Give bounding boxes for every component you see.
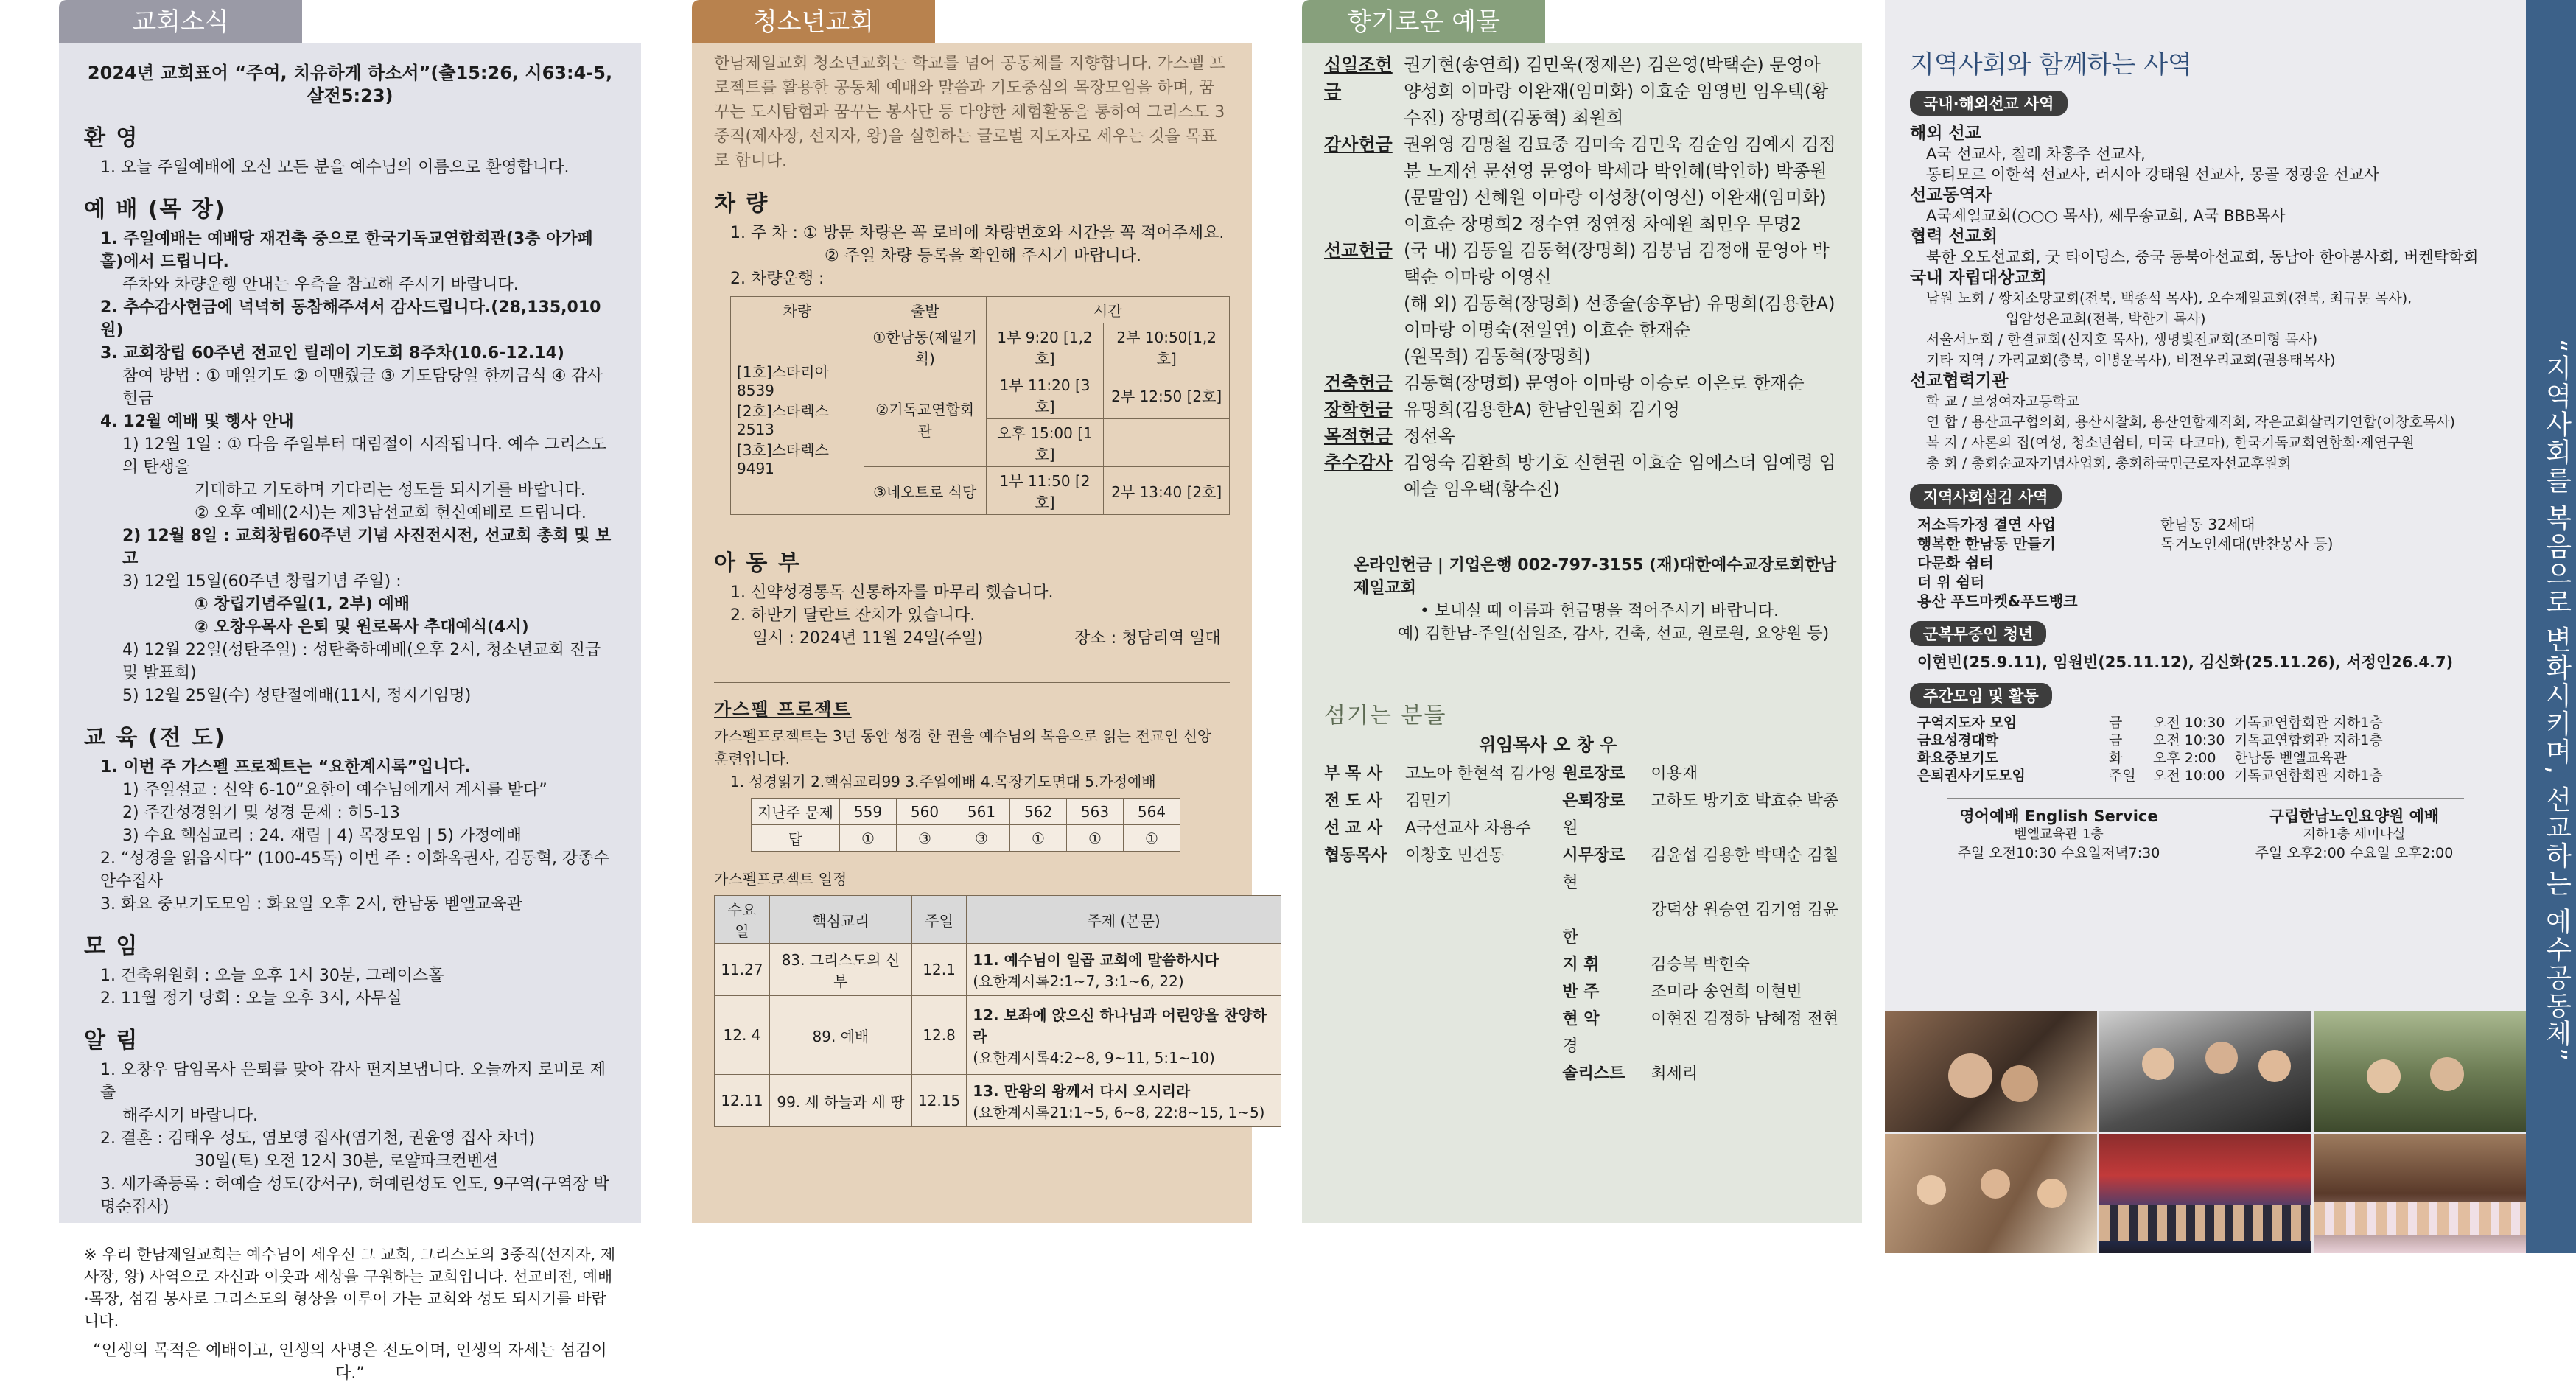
welcome-line: 1. 오늘 주일예배에 오신 모든 분을 예수님의 이름으로 환영합니다. bbox=[100, 158, 570, 177]
table-row bbox=[715, 996, 1281, 1075]
schedule-ref: (요한계시록21:1~5, 6~8, 22:8~15, 1~5) bbox=[973, 1104, 1265, 1121]
gospel-project-heading: 가스펠 프로젝트 bbox=[714, 699, 852, 720]
gospel-schedule-table bbox=[714, 895, 1281, 1127]
mission-line: 동티모르 이한석 선교사, 러시아 강태원 선교사, 몽골 정광윤 선교사 bbox=[1926, 166, 2379, 183]
local-item-detail bbox=[2160, 592, 2501, 611]
children-line: 1. 신약성경통독 신통하자를 마무리 했습니다. bbox=[730, 583, 1054, 602]
church-photo bbox=[2314, 1011, 2526, 1132]
server-name: 조미라 송연희 이현빈 bbox=[1651, 983, 1802, 1001]
mission-line: 연 합 / 용산교구협의회, 용산시찰회, 용산연합제직회, 작은교회살리기연합(이창호목사) bbox=[1926, 414, 2455, 430]
weekly-place: 기독교연합회관 지하1층 bbox=[2234, 715, 2383, 731]
server-name: 김승복 박현숙 bbox=[1651, 956, 1750, 974]
worship-heading: 예 배 (목 장) bbox=[84, 197, 226, 222]
church-photo bbox=[2099, 1134, 2311, 1254]
church-vision-note: ※ 우리 한남제일교회는 예수님이 세우신 그 교회, 그리스도의 3중직(선지자, 제사장, 왕) 사역으로 자신과 이웃과 세상을 구원하는 교회입니다. 선교비전, 예배·목장, 섬김 봉사로 그리스도의 형상을 이루어 가는 교회와 성도 되시기를 바랍니다. bbox=[84, 1246, 616, 1330]
nursing-home-service-location: 지하1층 세미나실 bbox=[2303, 827, 2406, 842]
church-photo bbox=[2314, 1134, 2526, 1254]
server-name: 이현진 김정하 남혜정 전현경 bbox=[1562, 1010, 1839, 1056]
youth-intro: 한남제일교회 청소년교회는 학교를 넘어 공동체를 지향합니다. 가스펠 프로젝트를 활용한 공동체 예배와 말씀과 기도중심의 목장모임을 하며, 꿈꾸는 도시탐험과 꿈꾸는 봉사단 등 다양한 체험활동을 통하여 그리스도 3중직(제사장, 선지자, 왕)을 실현하는 글로벌 지도자로 세우는 것을 목표로 합니다. bbox=[714, 55, 1225, 170]
mission-head: 해외 선교 bbox=[1910, 124, 1981, 143]
worship-line: ② 오후 예배(2시)는 제3남선교회 헌신예배로 드립니다. bbox=[195, 504, 587, 522]
worship-line: 1) 12월 1일 : ① 다음 주일부터 대림절이 시작됩니다. 예수 그리스도의 탄생을 bbox=[122, 435, 607, 477]
roster-label: 감사헌금 bbox=[1324, 134, 1393, 155]
schedule-ref: (요한계시록4:2~8, 9~11, 5:1~10) bbox=[973, 1048, 1215, 1067]
table-header: 출발 bbox=[864, 297, 986, 323]
server-row bbox=[1562, 760, 1840, 788]
mission-line: 입암성은교회(전북, 박한기 목사) bbox=[2006, 311, 2206, 327]
church-photo bbox=[2099, 1011, 2311, 1132]
senior-pastor: 위임목사 오 창 우 bbox=[1479, 734, 1722, 757]
server-role: 시무장로 bbox=[1562, 846, 1625, 865]
weekly-day: 금 bbox=[2109, 732, 2123, 748]
table-header: 주일 bbox=[911, 896, 966, 944]
weekly-item: 금요성경대학 bbox=[1917, 732, 1999, 748]
weekly-place: 한남동 벧엘교육관 bbox=[2234, 750, 2347, 766]
table-cell: 89. 예배 bbox=[769, 996, 911, 1075]
car-schedule-table bbox=[730, 296, 1230, 515]
photo-collage bbox=[1885, 1011, 2526, 1253]
weekly-pill: 주간모임 및 활동 bbox=[1910, 683, 2052, 708]
server-name: 최세리 bbox=[1651, 1065, 1698, 1083]
gospel-project-steps: 1. 성경읽기 2.핵심교리99 3.주일예배 4.목장기도면대 5.가정예배 bbox=[730, 773, 1156, 790]
offering-roster bbox=[1324, 52, 1840, 502]
weekly-day: 화 bbox=[2109, 750, 2123, 766]
soldier-list: 이현빈(25.9.11), 임원빈(25.11.12), 김신화(25.11.26), 서정인26.4.7) bbox=[1917, 653, 2454, 671]
server-name: 고노아 한현석 김가영 bbox=[1405, 765, 1557, 783]
table-cell bbox=[967, 1075, 1281, 1127]
worship-line: 4) 12월 22일(성탄주일) : 성탄축하예배(오후 2시, 청소년교회 진급 및 발표회) bbox=[122, 641, 601, 682]
server-row bbox=[1324, 788, 1562, 815]
local-item: 행복한 한남동 만들기 bbox=[1917, 535, 2056, 553]
roster-names: 유명희(김용한A) 한남인원회 김기영 bbox=[1404, 399, 1680, 420]
weekly-time: 오전 10:30 bbox=[2153, 715, 2225, 731]
table-cell: ① bbox=[1066, 825, 1123, 852]
local-item: 용산 푸드마켓&푸드뱅크 bbox=[1917, 592, 2078, 610]
gospel-project-intro: 가스펠프로젝트는 3년 동안 성경 한 권을 예수님의 복음으로 읽는 전교인 신앙 훈련입니다. bbox=[714, 727, 1212, 768]
mission-head: 선교협력기관 bbox=[1910, 371, 2009, 390]
server-role: 원로장로 bbox=[1562, 765, 1625, 783]
server-name: 이용재 bbox=[1651, 765, 1698, 783]
worship-line: 5) 12월 25일(수) 성탄절예배(11시, 정지기임명) bbox=[122, 687, 472, 705]
weekly-day: 금 bbox=[2109, 715, 2123, 731]
table-header: 핵심교리 bbox=[769, 896, 911, 944]
mission-line: 남원 노회 / 쌍치소망교회(전북, 백종석 목사), 오수제일교회(전북, 최규문 목사), bbox=[1926, 290, 2412, 306]
table-cell: ① bbox=[839, 825, 896, 852]
server-row bbox=[1562, 842, 1840, 897]
server-name: 이창호 민건동 bbox=[1405, 846, 1505, 865]
children-line: 2. 하반기 달란트 잔치가 있습니다. bbox=[730, 606, 976, 625]
table-cell: 561 bbox=[953, 799, 1009, 825]
education-heading: 교 육 (전 도) bbox=[84, 725, 226, 751]
online-offering-example: 예) 김한남-주일(십일조, 감사, 건축, 선교, 원로원, 요양원 등) bbox=[1398, 625, 1830, 643]
roster-label: 선교헌금 bbox=[1324, 240, 1393, 261]
worship-line: ② 오창우목사 은퇴 및 원로목사 추대예식(4시) bbox=[195, 618, 529, 637]
education-line: 2. “성경을 읽읍시다” (100-45독) 이번 주 : 이화옥권사, 김동혁, 강종수안수집사 bbox=[100, 849, 609, 891]
welcome-heading: 환 영 bbox=[84, 125, 139, 151]
table-cell: 오후 15:00 [1호] bbox=[986, 419, 1104, 467]
meeting-heading: 모 임 bbox=[84, 933, 139, 959]
weekly-day: 주일 bbox=[2109, 768, 2136, 784]
roster-names: 권위영 김명철 김묘중 김미숙 김민욱 김순임 김예지 김점분 노재선 문선영 문영아 박세라 박인혜(박인하) 박종원(문말임) 선혜원 이마랑 이성창(이영신) 이완재(임미화) 이효순 장명희2 정수연 정연정 차예원 최민우 무명2 bbox=[1404, 134, 1836, 234]
worship-line: 3. 교회창립 60주년 전교인 릴레이 기도회 8주차(10.6-12.14) bbox=[100, 344, 564, 362]
mission-pill: 국내·해외선교 사역 bbox=[1910, 91, 2068, 116]
table-header: 주제 (본문) bbox=[967, 896, 1281, 944]
vision-statement: “지역사회를 복음으로 변화시키며, 선교하는 예수공동체” bbox=[2541, 339, 2572, 1063]
education-line: 1) 주일설교 : 신약 6-10“요한이 예수님에게서 계시를 받다” bbox=[122, 781, 547, 799]
roster-label: 목적헌금 bbox=[1324, 426, 1393, 446]
worship-line: 4. 12월 예배 및 행사 안내 bbox=[100, 413, 294, 431]
table-cell: ① bbox=[1123, 825, 1180, 852]
server-role: 현 악 bbox=[1562, 1010, 1600, 1028]
roster-label bbox=[1324, 290, 1404, 343]
server-row bbox=[1562, 1060, 1840, 1087]
table-header: 차량 bbox=[731, 297, 864, 323]
notice-heading: 알 림 bbox=[84, 1028, 139, 1053]
table-cell: 12.15 bbox=[911, 1075, 966, 1127]
meeting-line: 2. 11월 정기 당회 : 오늘 오후 3시, 사무실 bbox=[100, 989, 402, 1008]
mission-head: 선교동역자 bbox=[1910, 186, 1992, 205]
roster-names: 권기현(송연희) 김민욱(정재은) 김은영(박택순) 문영아 양성희 이마랑 이완재(임미화) 이효순 임영빈 임우택(황수진) 장명희(김동혁) 최원희 bbox=[1404, 55, 1829, 128]
roster-label: 건축헌금 bbox=[1324, 373, 1393, 393]
children-event-place: 장소 : 청담리역 일대 bbox=[1074, 629, 1221, 648]
table-cell: ③네오트로 식당 bbox=[864, 467, 986, 515]
divider bbox=[714, 682, 1230, 683]
education-line: 3. 화요 중보기도모임 : 화요일 오후 2시, 한남동 벧엘교육관 bbox=[100, 895, 522, 914]
meeting-line: 1. 건축위원회 : 오늘 오후 1시 30분, 그레이스홀 bbox=[100, 967, 444, 985]
table-cell: 12.1 bbox=[911, 944, 966, 996]
table-cell: 1부 11:20 [3호] bbox=[986, 371, 1104, 419]
weekly-meeting-list bbox=[1910, 714, 2501, 785]
table-cell: ① bbox=[1009, 825, 1066, 852]
nursing-home-service-time: 주일 오후2:00 수요일 오후2:00 bbox=[2255, 845, 2454, 861]
quiz-table bbox=[751, 798, 1180, 852]
roster-names: 김동혁(장명희) 문영아 이마랑 이승로 이은로 한재순 bbox=[1404, 373, 1805, 393]
community-ministry-panel bbox=[1885, 0, 2526, 1253]
server-row bbox=[1324, 842, 1562, 869]
roster-row bbox=[1324, 290, 1840, 343]
local-pill: 지역사회섬김 사역 bbox=[1910, 484, 2062, 509]
car-line: 1. 주 차 : ① 방문 차량은 꼭 로비에 차량번호와 시간을 꼭 적어주세요. bbox=[730, 224, 1225, 242]
car-line: 2. 차량운행 : bbox=[730, 270, 825, 288]
local-item: 더 위 쉼터 bbox=[1917, 573, 1985, 591]
server-name: 김민기 bbox=[1405, 792, 1452, 810]
server-role: 선 교 사 bbox=[1324, 819, 1383, 838]
local-item-detail bbox=[2160, 553, 2501, 572]
server-role: 부 목 사 bbox=[1324, 765, 1383, 783]
car-heading: 차 량 bbox=[714, 191, 769, 217]
weekly-time: 오후 2:00 bbox=[2153, 750, 2216, 766]
table-header: 시간 bbox=[986, 297, 1229, 323]
worship-line: 참여 방법 : ① 매일기도 ② 이맨줬글 ③ 기도담당일 한끼금식 ④ 감사헌금 bbox=[122, 367, 603, 408]
server-role: 전 도 사 bbox=[1324, 792, 1383, 810]
worship-line: ① 창립기념주일(1, 2부) 예배 bbox=[195, 595, 410, 614]
roster-row bbox=[1324, 396, 1840, 423]
roster-row bbox=[1324, 237, 1840, 290]
vehicle-list: [1호]스타리아 8539 [2호]스타렉스 2513 [3호]스타렉스 9491 bbox=[731, 323, 864, 515]
table-cell: 1부 9:20 [1,2호] bbox=[986, 323, 1104, 371]
server-name: A국선교사 차용주 bbox=[1405, 819, 1531, 838]
mission-head: 국내 자립대상교회 bbox=[1910, 268, 2047, 287]
soldier-pill: 군복무중인 청년 bbox=[1910, 621, 2046, 646]
online-offering-note: • 보내실 때 이름과 헌금명을 적어주시기 바랍니다. bbox=[1420, 602, 1779, 620]
worship-line: 기대하고 기도하며 기다리는 성도들 되시기를 바랍니다. bbox=[195, 481, 586, 499]
table-cell: 560 bbox=[896, 799, 953, 825]
weekly-place: 기독교연합회관 지하1층 bbox=[2234, 732, 2383, 748]
servers-heading: 섬기는 분들 bbox=[1324, 703, 1447, 729]
offerings-panel bbox=[1302, 43, 1862, 1223]
notice-line: 해주시기 바랍니다. bbox=[122, 1107, 259, 1125]
table-cell: 562 bbox=[1009, 799, 1066, 825]
mission-line: 복 지 / 사론의 집(여성, 청소년쉼터, 미국 타코마), 한국기독교회연합회·제연구원 bbox=[1926, 435, 2415, 451]
table-row bbox=[715, 1075, 1281, 1127]
worship-line: 3) 12월 15일(60주년 창립기념 주일) : bbox=[122, 572, 402, 591]
table-cell bbox=[967, 996, 1281, 1075]
roster-row bbox=[1324, 52, 1840, 131]
server-row bbox=[1324, 760, 1562, 788]
mission-line: 서울서노회 / 한결교회(신지호 목사), 생명빛전교회(조미형 목사) bbox=[1926, 332, 2318, 348]
car-line: ② 주일 차량 등록을 확인해 주시기 바랍니다. bbox=[825, 247, 1141, 265]
table-header: 지난주 문제 bbox=[752, 799, 840, 825]
table-cell: 83. 그리스도의 신부 bbox=[769, 944, 911, 996]
server-name: 김윤섭 김용한 박택순 김철현 bbox=[1562, 846, 1839, 892]
worship-line: 2. 추수감사헌금에 넉넉히 동참해주셔서 감사드립니다.(28,135,010원) bbox=[100, 298, 601, 340]
notice-line: 3. 새가족등록 : 허예슬 성도(강서구), 허예린성도 인도, 9구역(구역장 박명순집사) bbox=[100, 1175, 609, 1216]
server-row bbox=[1562, 788, 1840, 842]
church-motto: 2024년 교회표어 “주여, 치유하게 하소서”(출15:26, 시63:4-5, 살전5:23) bbox=[87, 63, 613, 106]
schedule-ref: (요한계시록2:1~7, 3:1~6, 22) bbox=[973, 972, 1184, 990]
server-name: 고하도 방기호 박효순 박종원 bbox=[1562, 792, 1839, 838]
mission-line: 북한 오도선교회, 굿 타이딩스, 중국 동북아선교회, 동남아 한아봉사회, 버켄탁학회 bbox=[1926, 248, 2479, 266]
table-cell bbox=[967, 944, 1281, 996]
schedule-heading: 가스펠프로젝트 일정 bbox=[714, 870, 847, 888]
church-photo bbox=[1885, 1011, 2097, 1132]
table-cell: 559 bbox=[839, 799, 896, 825]
church-photo bbox=[1885, 1134, 2097, 1254]
roster-names: 정선옥 bbox=[1404, 426, 1455, 446]
local-item-detail: 독거노인세대(반찬봉사 등) bbox=[2160, 535, 2334, 553]
table-row bbox=[715, 944, 1281, 996]
table-cell: 2부 13:40 [2호] bbox=[1104, 467, 1230, 515]
table-cell: 1부 11:50 [2호] bbox=[986, 467, 1104, 515]
weekly-time: 오전 10:30 bbox=[2153, 732, 2225, 748]
worship-line: 주차와 차량운행 안내는 우측을 참고해 주시기 바랍니다. bbox=[122, 276, 519, 294]
mission-line: 학 교 / 보성여자고등학교 bbox=[1926, 393, 2080, 410]
roster-label: 추수감사 bbox=[1324, 452, 1393, 473]
english-service-location: 벧엘교육관 1층 bbox=[2014, 827, 2104, 842]
table-cell: 12.11 bbox=[715, 1075, 770, 1127]
table-cell bbox=[1104, 419, 1230, 467]
english-service-time: 주일 오전10:30 수요일저녁7:30 bbox=[1957, 845, 2160, 861]
server-row bbox=[1562, 978, 1840, 1006]
worship-line: 1. 주일예배는 예배당 재건축 중으로 한국기독교연합회관(3층 아가페홀)에서 드립니다. bbox=[100, 230, 593, 271]
table-cell: 12. 4 bbox=[715, 996, 770, 1075]
table-cell: 564 bbox=[1123, 799, 1180, 825]
table-cell: 12.8 bbox=[911, 996, 966, 1075]
roster-names: 김영숙 김환희 방기호 신현권 이효순 임에스더 임예령 임예슬 임우택(황수진) bbox=[1404, 452, 1836, 499]
tab-youth-church: 청소년교회 bbox=[692, 0, 935, 43]
mission-line: 총 회 / 총회순교자기념사업회, 총회하국민근로자선교후원회 bbox=[1926, 455, 2292, 471]
children-event-time bbox=[714, 627, 1230, 650]
weekly-place: 기독교연합회관 지하1층 bbox=[2234, 768, 2383, 784]
local-item: 저소득가정 결연 사업 bbox=[1917, 516, 2056, 533]
education-line: 3) 수요 핵심교리 : 24. 재림 | 4) 목장모임 | 5) 가정예배 bbox=[122, 827, 522, 845]
roster-label bbox=[1324, 343, 1404, 370]
notice-line: 2. 결혼 : 김태우 성도, 염보영 집사(염기천, 권윤영 집사 차녀) bbox=[100, 1129, 536, 1148]
local-item-detail: 한남동 32세대 bbox=[2160, 516, 2255, 533]
roster-row bbox=[1324, 131, 1840, 237]
mission-head: 협력 선교회 bbox=[1910, 227, 1998, 246]
weekly-item: 구역지도자 모임 bbox=[1917, 715, 2017, 731]
community-title: 지역사회와 함께하는 사역 bbox=[1910, 50, 2192, 80]
table-cell: 99. 새 하늘과 새 땅 bbox=[769, 1075, 911, 1127]
schedule-topic: 12. 보좌에 앉으신 하나님과 어린양을 찬양하라 bbox=[973, 1006, 1267, 1045]
server-row bbox=[1324, 815, 1562, 842]
notice-line: 1. 오창우 담임목사 은퇴를 맞아 감사 편지보냅니다. 오늘까지 로비로 제출 bbox=[100, 1061, 606, 1102]
youth-church-panel bbox=[692, 43, 1267, 1223]
roster-names: (원목희) 김동혁(장명희) bbox=[1404, 346, 1591, 367]
weekly-time: 오전 10:00 bbox=[2153, 768, 2225, 784]
local-ministry-list bbox=[1910, 515, 2501, 611]
mission-line: A국제일교회(○○○ 목사), 쎄무송교회, A국 BBB목사 bbox=[1926, 207, 2286, 225]
mission-line: A국 선교사, 칠레 차홍주 선교사, bbox=[1926, 145, 2146, 163]
divider bbox=[1947, 798, 2464, 799]
server-role: 지 휘 bbox=[1562, 956, 1600, 974]
roster-row bbox=[1324, 423, 1840, 449]
table-header: 수요일 bbox=[715, 896, 770, 944]
tab-offerings: 향기로운 예물 bbox=[1302, 0, 1545, 43]
church-slogan: “인생의 목적은 예배이고, 인생의 사명은 전도이며, 인생의 자세는 섬김이다.” bbox=[93, 1342, 607, 1383]
schedule-topic: 13. 만왕의 왕께서 다시 오시리라 bbox=[973, 1082, 1191, 1100]
tab-church-news: 교회소식 bbox=[59, 0, 302, 43]
server-row bbox=[1562, 897, 1840, 951]
server-row bbox=[1562, 951, 1840, 978]
local-item-detail bbox=[2160, 572, 2501, 592]
roster-row bbox=[1324, 343, 1840, 370]
table-header: 답 bbox=[752, 825, 840, 852]
roster-label: 장학헌금 bbox=[1324, 399, 1393, 420]
mission-line: 기타 지역 / 가리교회(충북, 이병운목사), 비전우리교회(권용태목사) bbox=[1926, 352, 2336, 368]
table-cell: 563 bbox=[1066, 799, 1123, 825]
notice-line: 30일(토) 오전 12시 30분, 로얄파크컨벤션 bbox=[195, 1152, 499, 1171]
table-cell: 11.27 bbox=[715, 944, 770, 996]
local-item: 다문화 쉼터 bbox=[1917, 554, 1994, 572]
roster-row bbox=[1324, 449, 1840, 502]
children-event-date: 일시 : 2024년 11월 24일(주일) bbox=[752, 629, 984, 648]
table-cell: 2부 12:50 [2호] bbox=[1104, 371, 1230, 419]
schedule-topic: 11. 예수님이 일곱 교회에 말씀하시다 bbox=[973, 951, 1219, 969]
roster-names: (국 내) 김동일 김동혁(장명희) 김붕님 김정애 문영아 박택순 이마랑 이영신 bbox=[1404, 240, 1830, 287]
server-name: 강덕상 원승연 김기영 김윤한 bbox=[1562, 901, 1839, 947]
education-line: 2) 주간성경읽기 및 성경 문제 : 히5-13 bbox=[122, 804, 400, 822]
server-role: 은퇴장로 bbox=[1562, 792, 1625, 810]
table-cell: ③ bbox=[896, 825, 953, 852]
server-role: 반 주 bbox=[1562, 983, 1600, 1001]
table-cell: ②기독교연합회관 bbox=[864, 371, 986, 467]
children-heading: 아 동 부 bbox=[714, 550, 801, 576]
worship-line: 2) 12월 8일 : 교회창립60주년 기념 사진전시전, 선교회 총회 및 보고 bbox=[122, 527, 612, 568]
roster-label: 십일조헌금 bbox=[1324, 55, 1393, 102]
server-role: 솔리스트 bbox=[1562, 1065, 1625, 1083]
table-cell: 2부 10:50[1,2호] bbox=[1104, 323, 1230, 371]
online-offering-account: 온라인헌금 | 기업은행 002-797-3155 (재)대한예수교장로회한남제일교회 bbox=[1354, 556, 1837, 597]
nursing-home-service-title: 구립한남노인요양원 예배 bbox=[2269, 807, 2440, 825]
weekly-item: 화요중보기도 bbox=[1917, 750, 1999, 766]
weekly-item: 은퇴권사기도모임 bbox=[1917, 768, 2026, 784]
server-role: 협동목사 bbox=[1324, 846, 1387, 865]
roster-row bbox=[1324, 370, 1840, 396]
server-row bbox=[1562, 1006, 1840, 1060]
roster-names: (해 외) 김동혁(장명희) 선종술(송후남) 유명희(김용한A) 이마랑 이명숙(전일연) 이효순 한재순 bbox=[1404, 293, 1835, 340]
church-news-panel bbox=[59, 43, 641, 1383]
english-service-title: 영어예배 English Service bbox=[1959, 807, 2158, 825]
table-cell: ①한남동(제일기획) bbox=[864, 323, 986, 371]
education-line: 1. 이번 주 가스펠 프로젝트는 “요한계시록”입니다. bbox=[100, 758, 472, 776]
table-cell: ③ bbox=[953, 825, 1009, 852]
